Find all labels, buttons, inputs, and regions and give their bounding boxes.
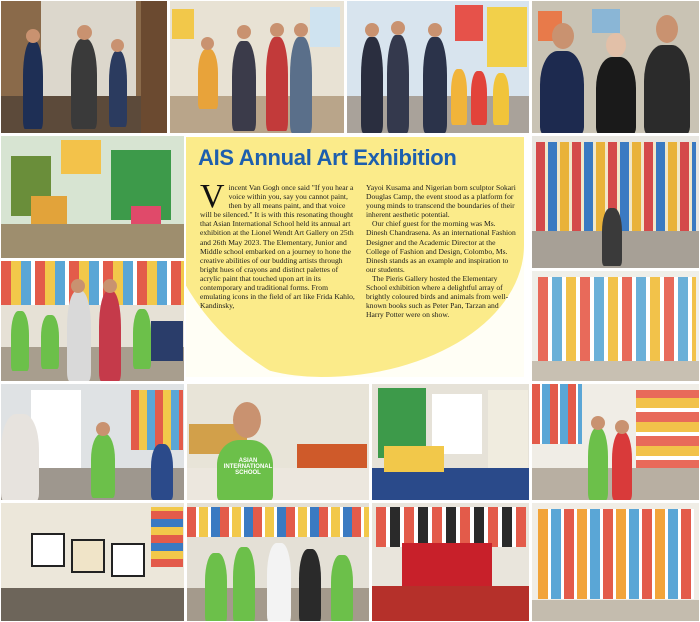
shirt-text	[223, 458, 273, 476]
photo-red-figures-display	[371, 502, 530, 622]
photo-guests-with-kids	[346, 0, 530, 134]
article-col1-paragraph: incent Van Gogh once said "If you hear a voice within you, say you cannot paint, then by all means paint, and that voice will be silenced." It is with this resonating thought that Asian International School held its annual art exhibition at the Lionel Wendt Art Gallery on 25th and 26th May 2023. The Elementary, Junior and Middle school embarked on a journey to hone the creative abilities of our budding artists through bright hues of crayons and distinct palettes of acrylic paint that touched upon art in its contemporary and traditional forms. From emulating icons in the field of art like Frida Kahlo, Kandinsky,	[200, 183, 355, 311]
article-panel	[186, 137, 524, 377]
article-col2-paragraph-1: Yayoi Kusama and Nigerian born sculptor Sokari Douglas Camp, the event stood as a platform for young minds to transcend the boundaries of their inherent aesthetic potential.	[366, 183, 516, 220]
photo-entrance-guests	[0, 0, 168, 134]
photo-student-with-sculptures	[186, 383, 370, 501]
photo-girls-by-artwork	[531, 383, 700, 501]
photo-chief-guest-trio	[531, 0, 700, 134]
article-col2-paragraph-3: The Pieris Gallery hosted the Elementary School exhibition where a delightful array of brightly coloured birds and animals from well-known books such as Peter Pan, Tarzan and Harry Potter were on show.	[366, 273, 509, 320]
photo-bird-display-table	[371, 383, 530, 501]
photo-visitors-gallery	[0, 260, 185, 382]
photo-teacher-and-student	[0, 383, 185, 501]
photo-wall-of-portraits	[531, 135, 700, 269]
photo-colorful-art-wall	[531, 502, 700, 622]
article-column-1	[200, 178, 358, 311]
photo-portrait-gallery	[531, 270, 700, 382]
photo-hanging-mandalas	[0, 502, 185, 622]
photo-welcome-children	[169, 0, 345, 134]
photo-crowd-in-gallery	[186, 502, 370, 622]
article-dropcap: V	[200, 178, 225, 215]
article-column-2	[366, 183, 516, 319]
article-col2-paragraph-2: Our chief guest for the morning was Ms. Dinesh Chandrasena. As an international Fashion Designer and the Academic Director at the College of Fashion and Design, Colombo, Ms. Dinesh stands as an example and inspiration to our students.	[366, 219, 516, 274]
shirt-text-line-2: INTERNATIONAL	[223, 464, 273, 470]
shirt-text-line-1: ASIAN	[238, 458, 258, 464]
photo-bird-sculptures	[0, 135, 185, 259]
article-title: AIS Annual Art Exhibition	[198, 145, 457, 170]
shirt-text-line-3: SCHOOL	[235, 470, 261, 476]
